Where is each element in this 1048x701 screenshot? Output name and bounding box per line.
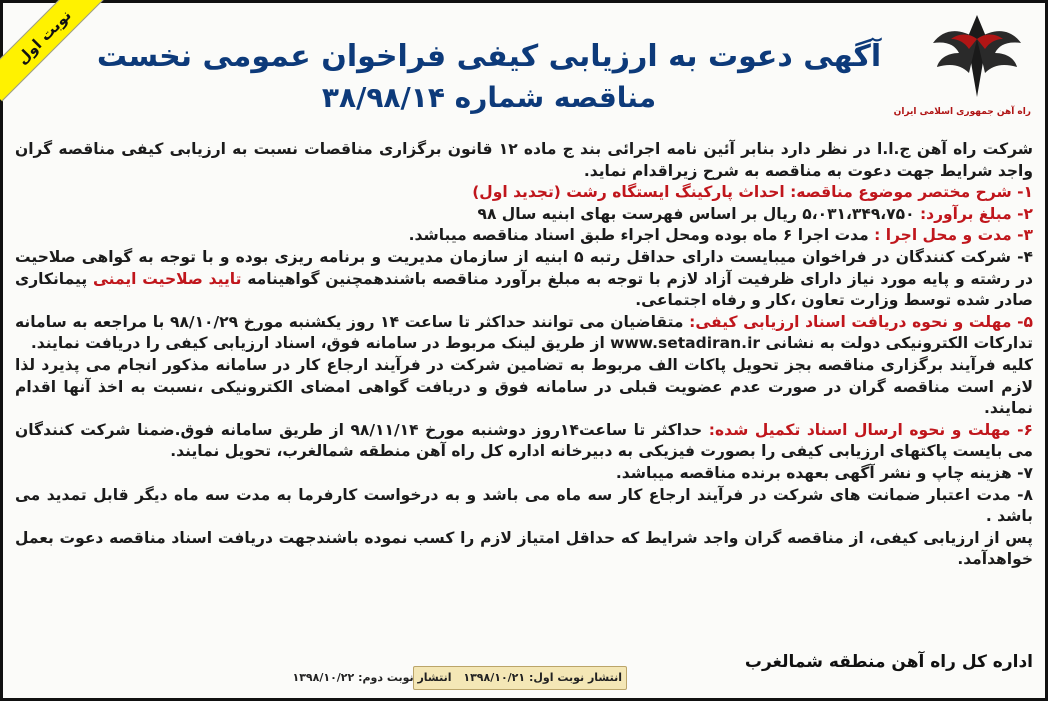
general-process-paragraph: کلیه فرآیند برگزاری مناقصه بجز تحویل پاکات الف مربوط به تضامین شرکت در فرآیند ارجاع کار در سامانه مذکور انجام می پذیرد لذا لازم است مناقصه گران در صورت عدم عضویت قبلی در سامانه فوق و دریافت گواهی امضای الکترونیکی ،نسبت به اخذ آنها اقدام نمایند. xyxy=(15,355,1033,418)
section-6-text: حداکثر تا ساعت۱۴روز دوشنبه مورخ ۹۸/۱۱/۱۴ از طریق سامانه فوق.ضمنا شرکت کنندگان می بایست پاکتهای ارزیابی کیفی را بصورت فیزیکی به دبیرخانه اداره کل راه آهن منطقه شمالغرب، تحویل نمایند. xyxy=(15,420,1033,461)
section-2-label: ۲- مبلغ برآورد: xyxy=(919,204,1033,223)
section-8-guarantee: ۸- مدت اعتبار ضمانت های شرکت در فرآیند ارجاع کار سه ماه می باشد و به درخواست کارفرما به مدت سه ماه دیگر قابل تمدید می باشد . xyxy=(15,485,1033,526)
section-5-text-2: از طریق لینک مربوط در سامانه فوق، اسناد ارزیابی کیفی را دریافت نمایند. xyxy=(30,334,605,353)
first-publication-date: انتشار نوبت اول: ۱۳۹۸/۱۰/۲۱ xyxy=(463,671,622,684)
setad-url-link[interactable]: www.setadiran.ir xyxy=(610,334,761,353)
section-2-estimate xyxy=(15,204,1033,226)
intro-paragraph: شرکت راه آهن ج.ا.ا در نظر دارد بنابر آئین نامه اجرائی بند ج ماده ۱۲ قانون برگزاری مناقصات نسبت به ارزیابی کیفی مناقصه گران واجد شرایط جهت دعوت به مناقصه به شرح زیراقدام نماید. xyxy=(15,140,1033,180)
section-5-documents xyxy=(15,312,1033,355)
section-4-highlight: تایید صلاحیت ایمنی xyxy=(92,269,242,288)
notice-body xyxy=(15,139,1033,571)
section-5-label: ۵- مهلت و نحوه دریافت اسناد ارزیابی کیفی: xyxy=(689,312,1033,331)
section-6-label: ۶- مهلت و نحوه ارسال اسناد تکمیل شده: xyxy=(708,420,1033,439)
section-2-text: ۵،۰۳۱،۳۴۹،۷۵۰ ریال بر اساس فهرست بهای ابنیه سال ۹۸ xyxy=(477,204,915,223)
first-turn-ribbon: نوبت اول xyxy=(0,0,108,101)
org-caption: راه آهن جمهوری اسلامی ایران xyxy=(893,107,1031,117)
publication-dates xyxy=(292,666,627,690)
signature-line: اداره کل راه آهن منطقه شمالغرب xyxy=(744,652,1033,672)
section-7-costs: ۷- هزینه چاپ و نشر آگهی بعهده برنده مناقصه میباشد. xyxy=(615,463,1033,482)
winged-emblem-icon xyxy=(929,9,1025,105)
railway-logo xyxy=(893,9,1031,125)
section-4-eligibility xyxy=(15,247,1033,312)
closing-paragraph: پس از ارزیابی کیفی، از مناقصه گران واجد شرایط که حداقل امتیاز لازم را کسب نموده باشندجهت دریافت اسناد مناقصه دعوت بعمل خواهدآمد. xyxy=(15,528,1033,569)
section-4-tail: پیمانکاری صادر شده توسط وزارت تعاون ،کار و رفاه اجتماعی. xyxy=(15,269,1033,310)
tender-number: مناقصه شماره ۳۸/۹۸/۱۴ xyxy=(321,81,657,114)
section-5-text-1: متقاضیان می توانند حداکثر تا ساعت ۱۴ روز یکشنبه مورخ ۹۸/۱۰/۲۹ با مراجعه به سامانه تدارکات الکترونیکی دولت به نشانی xyxy=(15,312,1033,353)
section-6-submission xyxy=(15,420,1033,463)
section-3-label: ۳- مدت و محل اجرا : xyxy=(874,226,1033,245)
section-1-subject: ۱- شرح مختصر موضوع مناقصه: احداث پارکینگ ایستگاه رشت (تجدید اول) xyxy=(472,183,1033,202)
second-publication-date: انتشار نوبت دوم: ۱۳۹۸/۱۰/۲۲ xyxy=(292,671,452,684)
section-3-text: مدت اجرا ۶ ماه بوده ومحل اجراء طبق اسناد مناقصه میباشد. xyxy=(408,226,869,245)
notice-title: آگهی دعوت به ارزیابی کیفی فراخوان عمومی نخست xyxy=(96,39,882,74)
section-4-text: ۴- شرکت کنندگان در فراخوان میبایست دارای حداقل رتبه ۵ ابنیه از سازمان مدیریت و برنامه ریزی بوده و با توجه به گواهی صلاحیت در رشته و پایه مورد نیاز دارای ظرفیت آزاد لازم با توجه به مبلغ برآورد مناقصه باشندهمچنین گواهینامه xyxy=(15,247,1033,288)
section-3-duration xyxy=(15,225,1033,247)
